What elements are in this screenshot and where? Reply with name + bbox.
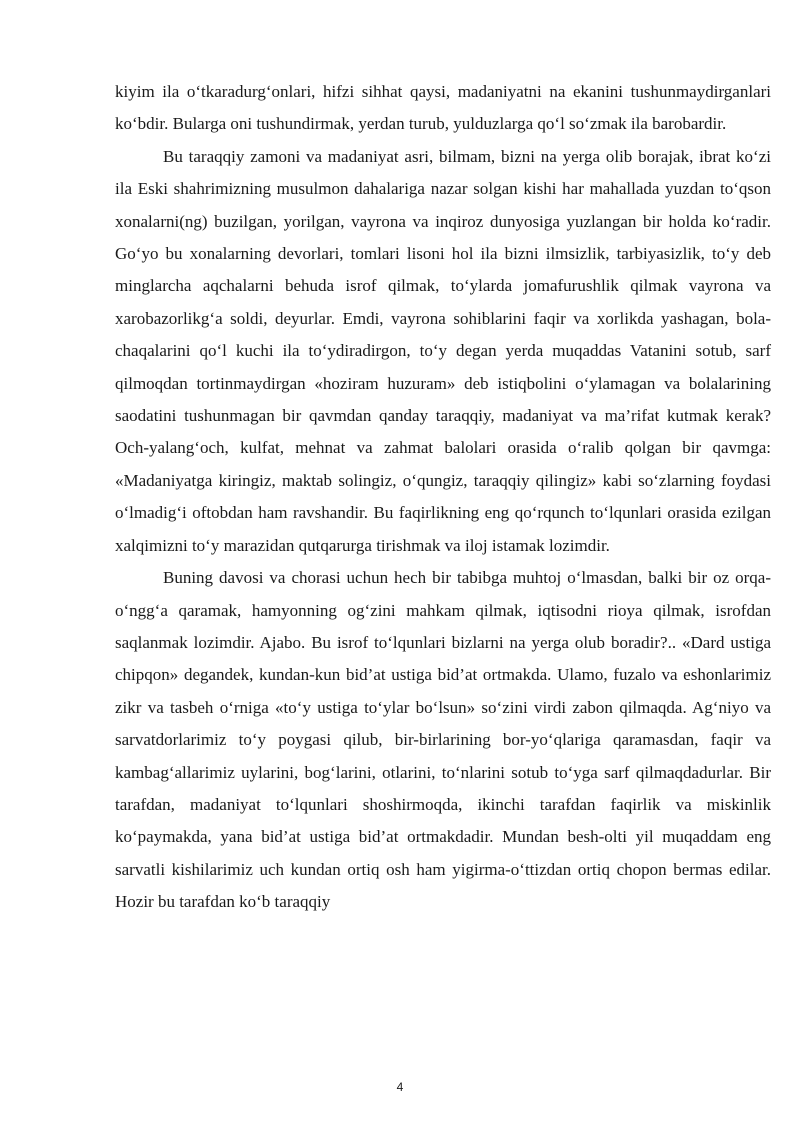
document-body — [115, 76, 771, 919]
paragraph: Buning davosi va chorasi uchun hech bir tabibga muhtoj o‘lmasdan, balki bir oz orqa-o‘ngg‘a qaramak, hamyonning og‘zini mahkam qilmak, iqtisodni rioya qilmak, isrofdan saqlanmak lozimdir. Ajabo. Bu isrof to‘lqunlari bizlarni na yerga olub boradir?.. «Dard ustiga chipqon» degandek, kundan-kun bid’at ustiga bid’at ortmakda. Ulamo, fuzalo va eshonlarimiz zikr va tasbeh o‘rniga «to‘y ustiga to‘ylar bo‘lsun» so‘zini virdi zabon qilmaqda. Ag‘niyo va sarvatdorlarimiz to‘y poygasi qilub, bir-birlarining bor-yo‘qlariga qaramasdan, faqir va kambag‘allarimiz uylarini, bog‘larini, otlarini, to‘nlarini sotub to‘yga sarf qilmaqdadurlar. Bir tarafdan, madaniyat to‘lqunlari shoshirmoqda, ikinchi tarafdan faqirlik va miskinlik ko‘paymakda, yana bid’at ustiga bid’at ortmakdadir. Mundan besh-olti yil muqaddam eng sarvatli kishilarimiz uch kundan ortiq osh ham yigirma-o‘ttizdan ortiq chopon bermas edilar. Hozir bu tarafdan ko‘b taraqqiy — [115, 568, 771, 912]
page-number: 4 — [396, 1080, 404, 1094]
paragraph: Bu taraqqiy zamoni va madaniyat asri, bilmam, bizni na yerga olib borajak, ibrat ko‘zi ila Eski shahrimizning musulmon dahalariga nazar solgan kishi har mahallada yuzdan to‘qson xonalarni(ng) buzilgan, yorilgan, vayrona va inqiroz dunyosiga yuzlangan bir holda ko‘radir. Go‘yo bu xonalarning devorlari, tomlari lisoni hol ila bizni ilmsizlik, tarbiyasizlik, to‘y deb minglarcha aqchalarni behuda isrof qilmak, to‘ylarda jomafurushlik qilmak vayrona va xarobazorlikg‘a soldi, deyurlar. Emdi, vayrona sohiblarini faqir va xorlikda yashagan, bola-chaqalarini qo‘l kuchi ila to‘ydiradirgon, to‘y degan yerda muqaddas Vatanini sotub, sarf qilmoqdan tortinmaydirgan «hoziram huzuram» deb istiqbolini o‘ylamagan va bolalarining saodatini tushunmagan bir qavmdan qanday taraqqiy, madaniyat va ma’rifat kutmak kerak? Och-yalang‘och, kulfat, mehnat va zahmat balolari orasida o‘ralib qolgan bir qavmga: «Madaniyatga kiringiz, maktab solingiz, o‘qungiz, taraqqiy qilingiz» kabi so‘zlarning foydasi o‘lmadig‘i oftobdan ham ravshandir. Bu faqirlikning eng qo‘rqunch to‘lqunlari orasida ezilgan xalqimizni to‘y marazidan qutqarurga tirishmak va iloj istamak lozimdir. — [115, 146, 771, 555]
paragraph-continuation: kiyim ila o‘tkaradurg‘onlari, hifzi sihhat qaysi, madaniyatni na ekanini tushunmaydirganlari ko‘bdir. Bularga oni tushundirmak, yerdan turub, yulduzlarga qo‘l so‘zmak ila barobardir. — [115, 82, 771, 134]
